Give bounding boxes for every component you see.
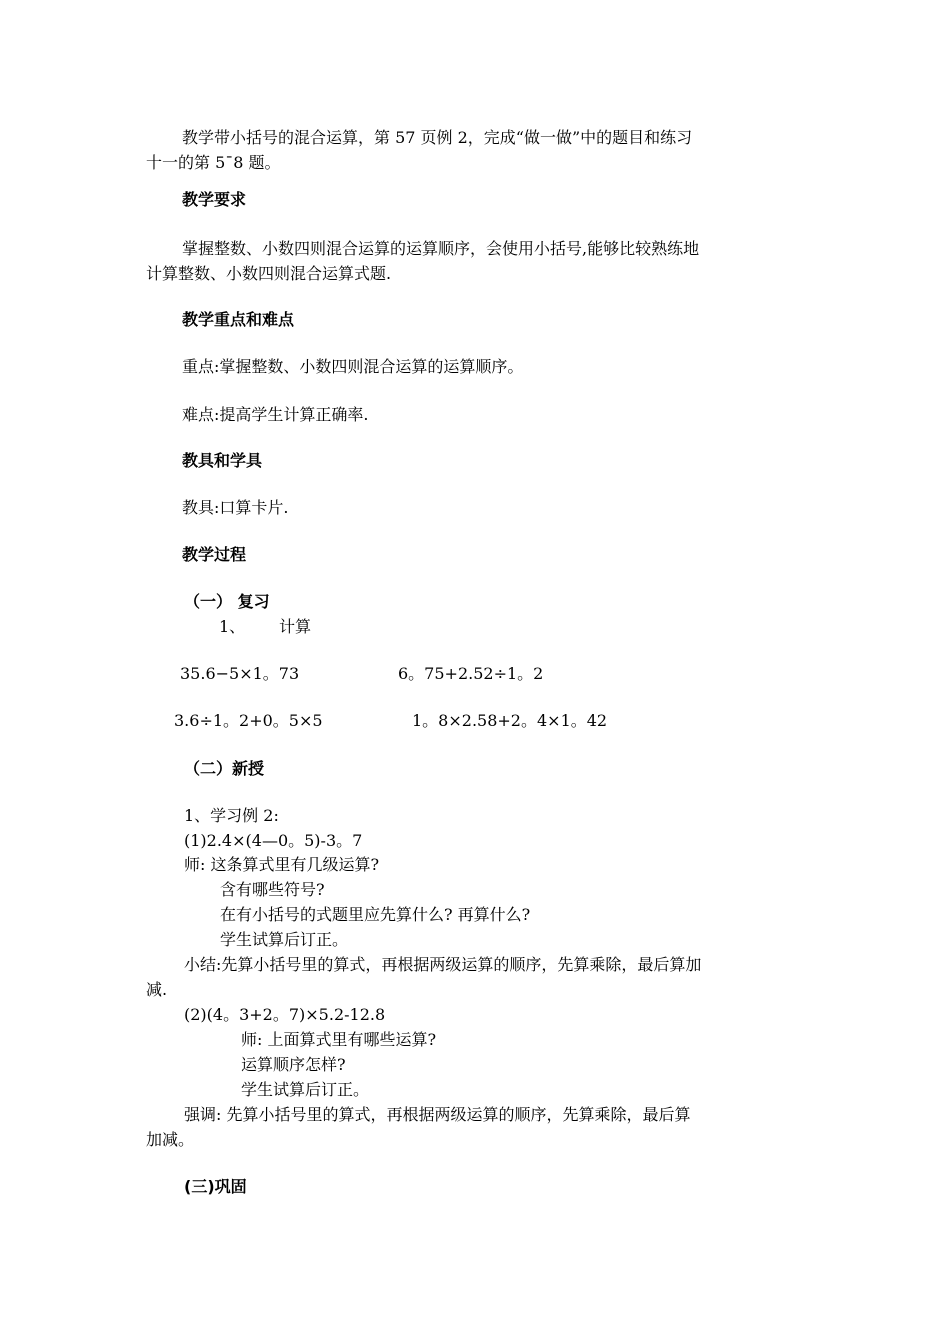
requirements-heading: 教学要求 xyxy=(182,190,247,209)
teacher-question-5: 师: 上面算式里有哪些运算? xyxy=(241,1030,437,1049)
requirements-line-2: 计算整数、小数四则混合运算式题. xyxy=(146,264,392,283)
example-2-expression: (2)(4。3+2。7)×5.2-12.8 xyxy=(184,1005,386,1024)
teacher-question-6: 运算顺序怎样? xyxy=(241,1055,346,1074)
teacher-question-2: 含有哪些符号? xyxy=(220,880,325,899)
review-expression-1: 35.6−5×1。73 xyxy=(180,664,300,683)
review-item-number: 1、 xyxy=(219,617,246,636)
key-points-heading: 教学重点和难点 xyxy=(182,310,295,329)
emphasis-line-2: 加减。 xyxy=(146,1130,195,1149)
review-expression-4: 1。8×2.58+2。4×1。42 xyxy=(412,711,608,730)
tools-text: 教具:口算卡片. xyxy=(182,498,289,517)
requirements-line-1: 掌握整数、小数四则混合运算的运算顺序，会使用小括号,能够比较熟练地 xyxy=(182,239,700,258)
difficulty-text: 难点:提高学生计算正确率. xyxy=(182,405,369,424)
example-1-expression: (1)2.4×(4—0。5)-3。7 xyxy=(184,831,363,850)
consolidate-heading: (三)巩固 xyxy=(184,1177,247,1196)
tools-heading: 教具和学具 xyxy=(182,451,263,470)
new-lesson-heading: （二）新授 xyxy=(184,759,265,778)
review-heading: （一） 复习 xyxy=(184,592,270,611)
focus-text: 重点:掌握整数、小数四则混合运算的运算顺序。 xyxy=(182,357,524,376)
intro-line-2: 十一的第 5¯8 题。 xyxy=(146,153,281,172)
example-title: 1、学习例 2: xyxy=(184,806,279,825)
review-expression-2: 6。75+2.52÷1。2 xyxy=(398,664,544,683)
review-expression-3: 3.6÷1。2+0。5×5 xyxy=(174,711,323,730)
summary-line-2: 减. xyxy=(146,980,168,999)
emphasis-line-1: 强调: 先算小括号里的算式，再根据两级运算的顺序，先算乘除，最后算 xyxy=(184,1105,691,1124)
teacher-question-4: 学生试算后订正。 xyxy=(220,930,349,949)
teacher-question-7: 学生试算后订正。 xyxy=(241,1080,370,1099)
review-item-label: 计算 xyxy=(279,617,312,636)
teacher-question-3: 在有小括号的式题里应先算什么? 再算什么? xyxy=(220,905,531,924)
intro-line-1: 教学带小括号的混合运算，第 57 页例 2，完成“做一做”中的题目和练习 xyxy=(182,128,693,147)
summary-line-1: 小结:先算小括号里的算式，再根据两级运算的顺序，先算乘除，最后算加 xyxy=(184,955,702,974)
process-heading: 教学过程 xyxy=(182,545,247,564)
teacher-question-1: 师: 这条算式里有几级运算? xyxy=(184,855,380,874)
